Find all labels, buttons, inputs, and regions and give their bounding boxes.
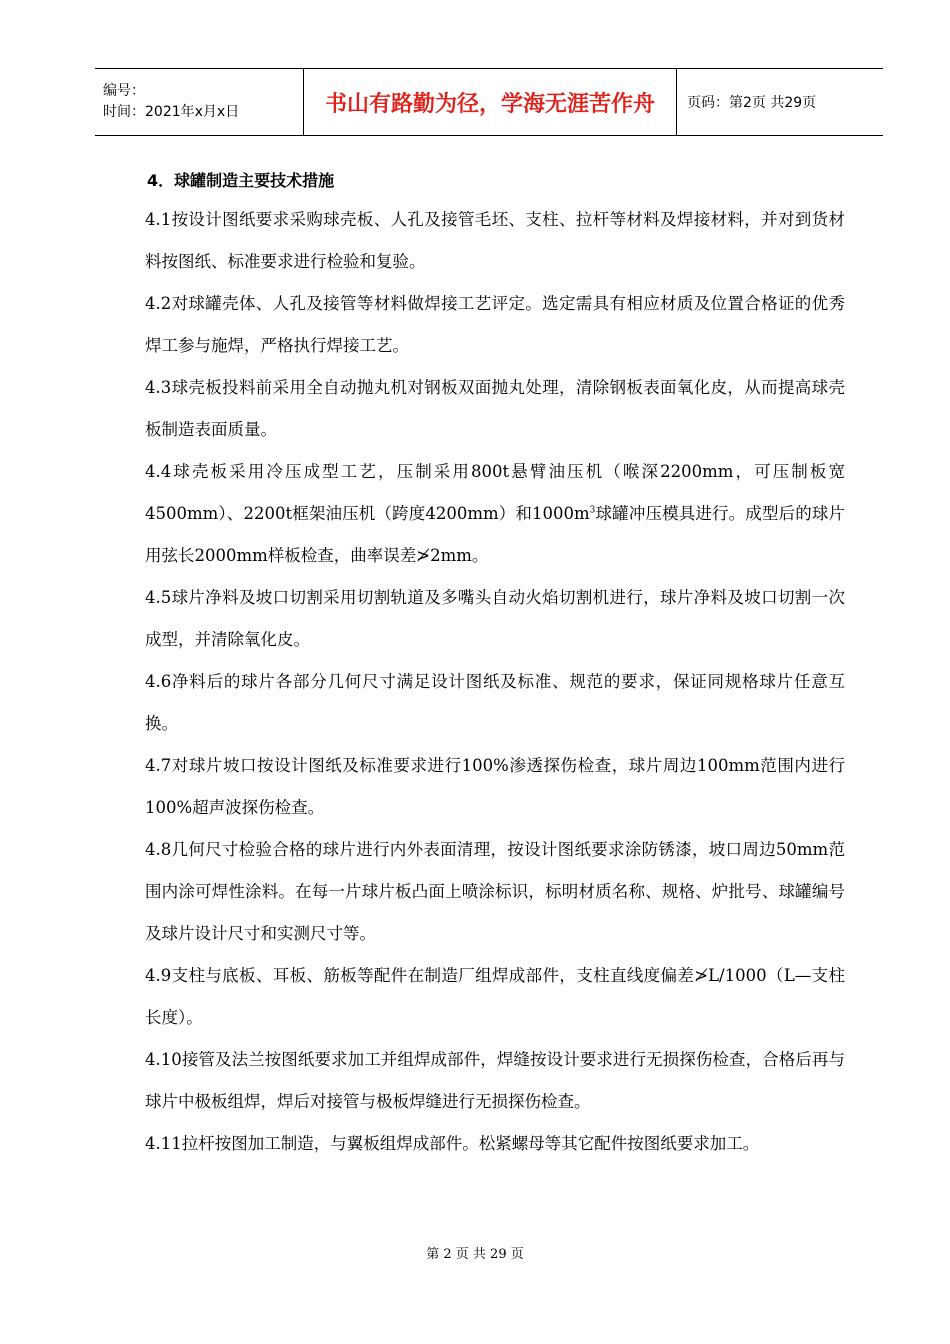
paragraph-4-1: 4.1按设计图纸要求采购球壳板、人孔及接管毛坯、支柱、拉杆等材料及焊接材料，并对到货材料按图纸、标准要求进行检验和复验。: [145, 210, 845, 271]
superscript-3: 3: [589, 505, 596, 516]
paragraph-4-4: [145, 451, 845, 577]
paragraph-4-7: 4.7对球片坡口按设计图纸及标准要求进行100%渗透探伤检查，球片周边100mm范围内进行100%超声波探伤检查。: [145, 756, 845, 817]
paragraph-4-8: 4.8几何尺寸检验合格的球片进行内外表面清理，按设计图纸要求涂防锈漆，坡口周边50mm范围内涂可焊性涂料。在每一片球片板凸面上喷涂标识，标明材质名称、规格、炉批号、球罐编号及球片设计尺寸和实测尺寸等。: [145, 840, 845, 943]
paragraph-4-4-after: 球罐冲压模具进行。成型后的球片用弦长2000mm样板检查，曲率误差≯2mm。: [145, 504, 846, 565]
page-footer: 第 2 页 共 29 页: [426, 1247, 524, 1262]
document-header: [95, 68, 883, 136]
document-body: [145, 163, 845, 1165]
motto: 书山有路勤为径，学海无涯苦作舟: [304, 69, 677, 136]
header-meta: [95, 69, 304, 136]
paragraph-4-5: 4.5球片净料及坡口切割采用切割轨道及多嘴头自动火焰切割机进行，球片净料及坡口切割一次成型，并清除氧化皮。: [145, 588, 845, 649]
time-label: 时间：2021年x月x日: [103, 104, 240, 120]
paragraph-4-9: 4.9支柱与底板、耳板、筋板等配件在制造厂组焊成部件，支柱直线度偏差≯L/1000（L—支柱长度）。: [145, 966, 845, 1027]
paragraph-4-10: 4.10接管及法兰按图纸要求加工并组焊成部件，焊缝按设计要求进行无损探伤检查，合格后再与球片中极板组焊，焊后对接管与极板焊缝进行无损探伤检查。: [145, 1050, 845, 1111]
paragraph-4-6: 4.6净料后的球片各部分几何尺寸满足设计图纸及标准、规范的要求，保证同规格球片任意互换。: [145, 672, 845, 733]
paragraph-4-2: 4.2对球罐壳体、人孔及接管等材料做焊接工艺评定。选定需具有相应材质及位置合格证的优秀焊工参与施焊，严格执行焊接工艺。: [145, 294, 845, 355]
paragraph-4-11: 4.11拉杆按图加工制造，与翼板组焊成部件。松紧螺母等其它配件按图纸要求加工。: [145, 1134, 760, 1153]
number-label: 编号：: [103, 83, 145, 99]
paragraph-4-4-before: 4.4球壳板采用冷压成型工艺，压制采用800t悬臂油压机（喉深2200mm，可压制板宽4500mm）、2200t框架油压机（跨度4200mm）和1000m: [145, 462, 845, 523]
page-code: 页码：第2页 共29页: [687, 95, 817, 111]
paragraph-4-3: 4.3球壳板投料前采用全自动抛丸机对钢板双面抛丸处理，清除钢板表面氧化皮，从而提高球壳板制造表面质量。: [145, 378, 845, 439]
section-title: 4．球罐制造主要技术措施: [147, 171, 335, 190]
